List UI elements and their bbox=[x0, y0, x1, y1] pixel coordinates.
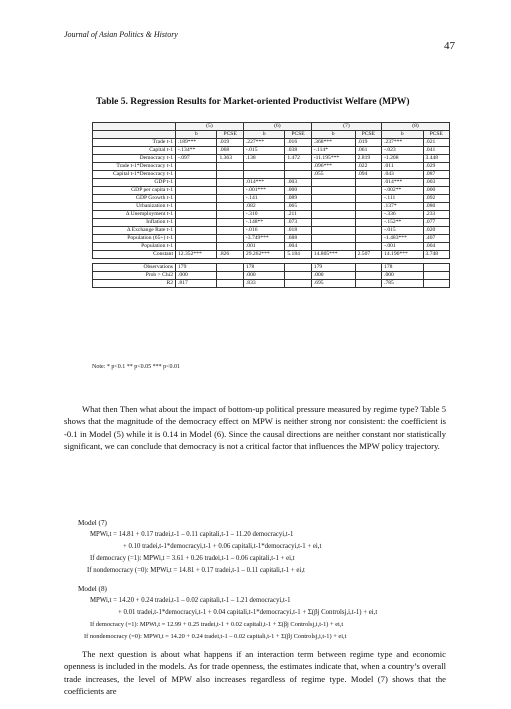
table-cell: 5.184 bbox=[285, 251, 311, 259]
row-label: Population (65+) t-1 bbox=[93, 235, 176, 243]
table-cell: .080 bbox=[423, 203, 450, 211]
table-cell bbox=[243, 171, 284, 179]
table-cell: .019 bbox=[217, 139, 243, 147]
table-cell: -.111 bbox=[382, 195, 423, 203]
stat-empty-cell bbox=[423, 280, 450, 288]
paragraph-interaction-term: The next question is about what happens if an interaction term between regime type and economic openness is included in the models. As for trade openness, the estimates indicate that, when a country’s overall trade increases, the level of MPW also increases regardless of regime type. Model (7) shows that the coefficients are bbox=[64, 649, 446, 697]
table-cell: .000 bbox=[423, 187, 450, 195]
stat-empty-cell bbox=[355, 272, 381, 280]
stat-empty-cell bbox=[217, 264, 243, 272]
table-cell bbox=[217, 211, 243, 219]
table-cell bbox=[176, 163, 217, 171]
row-label: Population t-1 bbox=[93, 243, 176, 251]
table-note: Note: * p<0.1 ** p<0.05 *** p<0.01 bbox=[92, 364, 180, 370]
table-cell: .826 bbox=[217, 251, 243, 259]
table-cell: 1.363 bbox=[217, 155, 243, 163]
table-cell bbox=[355, 243, 381, 251]
table-cell bbox=[176, 227, 217, 235]
table-cell: 14.805*** bbox=[311, 251, 355, 259]
table-cell: .001 bbox=[243, 243, 284, 251]
table-cell bbox=[311, 195, 355, 203]
stat-empty-cell bbox=[285, 272, 311, 280]
table-cell: -.336 bbox=[382, 211, 423, 219]
table-cell: .041 bbox=[423, 147, 450, 155]
table-cell bbox=[311, 203, 355, 211]
table-stat-row bbox=[93, 280, 450, 288]
table-cell bbox=[355, 187, 381, 195]
row-label: Constant bbox=[93, 251, 176, 259]
model-header: (8) bbox=[382, 123, 450, 131]
table-cell: -.152** bbox=[382, 219, 423, 227]
table-cell: .020 bbox=[423, 227, 450, 235]
model8-equation-nondemocracy: If nondemocracy (=0): MPWi,t = 14.20 + 0.24 tradei,t-1 – 0.02 capitali,t-1 + Σ(βj Controlsj,i,t-1) + ei,t bbox=[84, 633, 347, 640]
table-cell: .227*** bbox=[243, 139, 284, 147]
stat-empty-cell bbox=[423, 264, 450, 272]
stat-value: 179 bbox=[176, 264, 217, 272]
stat-empty-cell bbox=[355, 264, 381, 272]
table-cell: .189*** bbox=[176, 139, 217, 147]
row-label: GDP Growth t-1 bbox=[93, 195, 176, 203]
table-cell bbox=[355, 203, 381, 211]
table-model-header-row bbox=[93, 123, 450, 131]
table-cell bbox=[217, 203, 243, 211]
table-cell: -.015 bbox=[382, 227, 423, 235]
table-row bbox=[93, 147, 450, 155]
table-row bbox=[93, 243, 450, 251]
table-row bbox=[93, 139, 450, 147]
table-row bbox=[93, 235, 450, 243]
row-label: Democracy t-1 bbox=[93, 155, 176, 163]
model8-equation-1: MPWi,t = 14.20 + 0.24 tradei,t-1 – 0.02 capitali,t-1 – 1.21 democracyi,t-1 bbox=[90, 597, 291, 604]
stat-empty-cell bbox=[285, 280, 311, 288]
row-label: GDP t-1 bbox=[93, 179, 176, 187]
row-label: Capital t-1*Democracy t-1 bbox=[93, 171, 176, 179]
model-header: (7) bbox=[311, 123, 381, 131]
table-stat-row bbox=[93, 264, 450, 272]
table-cell bbox=[355, 195, 381, 203]
table-corner-cell bbox=[93, 123, 176, 131]
table-row bbox=[93, 203, 450, 211]
table-row bbox=[93, 227, 450, 235]
table-cell: .068 bbox=[217, 147, 243, 155]
table-cell: 2.819 bbox=[355, 155, 381, 163]
model7-equation-1: MPWi,t = 14.81 + 0.17 tradei,t-1 – 0.11 capitali,t-1 – 11.20 democracyi,t-1 bbox=[90, 531, 294, 538]
table-cell: -.016 bbox=[243, 227, 284, 235]
table-cell bbox=[311, 227, 355, 235]
table-cell bbox=[217, 187, 243, 195]
table-cell bbox=[176, 243, 217, 251]
column-subheader: PCSE bbox=[285, 131, 311, 139]
table-cell: -.097 bbox=[176, 155, 217, 163]
model7-label: Model (7) bbox=[78, 519, 107, 527]
table-cell bbox=[217, 235, 243, 243]
table-cell: .016 bbox=[285, 139, 311, 147]
table-cell bbox=[355, 219, 381, 227]
table-cell bbox=[217, 195, 243, 203]
table-cell: 2.507 bbox=[355, 251, 381, 259]
stat-label: Prob > Chi2 bbox=[93, 272, 176, 280]
table-cell bbox=[285, 163, 311, 171]
table-cell bbox=[176, 203, 217, 211]
table-cell: -.023 bbox=[382, 147, 423, 155]
row-label: Urbanization t-1 bbox=[93, 203, 176, 211]
stat-value: 179 bbox=[311, 264, 355, 272]
stat-empty-cell bbox=[217, 280, 243, 288]
table-cell bbox=[355, 179, 381, 187]
table-cell bbox=[217, 171, 243, 179]
table-cell: .019 bbox=[355, 139, 381, 147]
table-cell bbox=[355, 235, 381, 243]
table-cell: .043 bbox=[382, 171, 423, 179]
table-subheader-row bbox=[93, 131, 450, 139]
stat-value: .000 bbox=[382, 272, 423, 280]
table-cell bbox=[176, 179, 217, 187]
table-cell: .038 bbox=[285, 147, 311, 155]
table-cell: .004 bbox=[423, 243, 450, 251]
stat-empty-cell bbox=[285, 264, 311, 272]
stat-value: .000 bbox=[311, 272, 355, 280]
table-cell: .138 bbox=[243, 155, 284, 163]
stat-label: R2 bbox=[93, 280, 176, 288]
row-label: Trade t-1*Democracy t-1 bbox=[93, 163, 176, 171]
table-cell: 14.196*** bbox=[382, 251, 423, 259]
table-cell bbox=[217, 179, 243, 187]
table-cell: .087 bbox=[423, 171, 450, 179]
row-label: Trade t-1 bbox=[93, 139, 176, 147]
table-row bbox=[93, 155, 450, 163]
table-cell: -11.195*** bbox=[311, 155, 355, 163]
row-label: GDP per capita t-1 bbox=[93, 187, 176, 195]
model8-equation-2: + 0.01 tradei,t-1*democracyi,t-1 + 0.04 capitali,t-1*democracyi,t-1 + Σ(βj Controlsj,i,t-1) + ei,t bbox=[118, 609, 378, 616]
table-cell: .073 bbox=[285, 219, 311, 227]
column-subheader: PCSE bbox=[355, 131, 381, 139]
table-cell: -.148** bbox=[243, 219, 284, 227]
table-caption: Table 5. Regression Results for Market-oriented Productivist Welfare (MPW) bbox=[96, 97, 410, 107]
table-cell bbox=[217, 243, 243, 251]
table-row bbox=[93, 163, 450, 171]
table-row bbox=[93, 171, 450, 179]
table-cell: -.002** bbox=[382, 187, 423, 195]
table-cell bbox=[243, 163, 284, 171]
column-subheader: b bbox=[243, 131, 284, 139]
model-header: (5) bbox=[176, 123, 244, 131]
stat-value: .000 bbox=[176, 272, 217, 280]
journal-title: Journal of Asian Politics & History bbox=[64, 30, 178, 39]
table-row bbox=[93, 219, 450, 227]
table-cell: .096*** bbox=[311, 163, 355, 171]
table-corner-cell bbox=[93, 131, 176, 139]
stat-value: .785 bbox=[382, 280, 423, 288]
page-number: 47 bbox=[444, 40, 455, 52]
paragraph-regime-type: What then Then what about the impact of bottom-up political pressure measured by regime type? Table 5 shows that the magnitude of the democracy effect on MPW is neither strong nor consistent: the coefficient is -0.1 in Model (5) while it is 0.14 in Model (6). Since the causal directions are neither constant nor statistically significant, we can conclude that democracy is not a critical factor that influences the MPW policy trajectory. bbox=[64, 404, 446, 452]
table-cell: .092 bbox=[423, 195, 450, 203]
table-cell: .368*** bbox=[311, 139, 355, 147]
table-cell: .000 bbox=[285, 187, 311, 195]
table-cell: .089 bbox=[285, 195, 311, 203]
table-cell: .055 bbox=[311, 171, 355, 179]
column-subheader: b bbox=[176, 131, 217, 139]
table-cell bbox=[176, 211, 217, 219]
model7-equation-2: + 0.10 tradei,t-1*democracyi,t-1 + 0.06 capitali,t-1*democracyi,t-1 + ei,t bbox=[123, 543, 322, 550]
table-cell: .003 bbox=[423, 179, 450, 187]
table-cell: .065 bbox=[285, 203, 311, 211]
model-header: (6) bbox=[243, 123, 311, 131]
table-cell: .094 bbox=[355, 171, 381, 179]
table-cell bbox=[176, 187, 217, 195]
table-cell: .211 bbox=[285, 211, 311, 219]
table-cell bbox=[311, 187, 355, 195]
table-cell: 29.262*** bbox=[243, 251, 284, 259]
table-cell bbox=[217, 219, 243, 227]
table-cell: .233 bbox=[423, 211, 450, 219]
table-cell: .003 bbox=[285, 179, 311, 187]
table-cell: .011 bbox=[382, 163, 423, 171]
table-cell: .061 bbox=[355, 147, 381, 155]
stat-value: 178 bbox=[243, 264, 284, 272]
stat-empty-cell bbox=[423, 272, 450, 280]
table-cell bbox=[311, 243, 355, 251]
table-cell: -.134** bbox=[176, 147, 217, 155]
model8-label: Model (8) bbox=[78, 585, 107, 593]
table-cell bbox=[311, 211, 355, 219]
row-label: Δ Exchange Rate t-1 bbox=[93, 227, 176, 235]
table-cell: .237*** bbox=[382, 139, 423, 147]
table-cell: .688 bbox=[285, 235, 311, 243]
table-cell: .137* bbox=[382, 203, 423, 211]
model7-equation-democracy: If democracy (=1): MPWi,t = 3.61 + 0.26 tradei,t-1 – 0.06 capitali,t-1 + ei,t bbox=[90, 555, 295, 562]
stat-value: 178 bbox=[382, 264, 423, 272]
column-subheader: b bbox=[382, 131, 423, 139]
table-cell: -.141 bbox=[243, 195, 284, 203]
stat-value: .695 bbox=[311, 280, 355, 288]
stat-value: .817 bbox=[176, 280, 217, 288]
stat-value: .833 bbox=[243, 280, 284, 288]
table-cell: 3.748 bbox=[423, 251, 450, 259]
table-stat-row bbox=[93, 272, 450, 280]
table-cell: 12.352*** bbox=[176, 251, 217, 259]
table-cell bbox=[217, 163, 243, 171]
table-cell: 1.472 bbox=[285, 155, 311, 163]
table-cell bbox=[176, 195, 217, 203]
table-cell: 3.448 bbox=[423, 155, 450, 163]
stat-empty-cell bbox=[217, 272, 243, 280]
table-cell bbox=[311, 235, 355, 243]
model8-equation-democracy: If democracy (=1): MPWi,t = 12.99 + 0.25 tradei,t-1 + 0.02 capitali,t-1 + Σ(βj Controlsj,i,t-1) + ei,t bbox=[90, 621, 344, 628]
table-cell: -1.208 bbox=[382, 155, 423, 163]
table-cell: -.114* bbox=[311, 147, 355, 155]
regression-table bbox=[92, 122, 450, 288]
row-label: Capital t-1 bbox=[93, 147, 176, 155]
column-subheader: b bbox=[311, 131, 355, 139]
table-cell bbox=[355, 211, 381, 219]
row-label: Δ Unemployment t-1 bbox=[93, 211, 176, 219]
table-row bbox=[93, 179, 450, 187]
table-cell bbox=[311, 179, 355, 187]
table-cell: .021 bbox=[423, 139, 450, 147]
table-cell: .077 bbox=[423, 219, 450, 227]
table-cell: .022 bbox=[355, 163, 381, 171]
table-row bbox=[93, 251, 450, 259]
stat-empty-cell bbox=[355, 280, 381, 288]
column-subheader: PCSE bbox=[217, 131, 243, 139]
table-cell: -.001*** bbox=[243, 187, 284, 195]
table-cell: -3.749*** bbox=[243, 235, 284, 243]
model7-equation-nondemocracy: If nondemocracy (=0): MPWi,t = 14.81 + 0.17 tradei,t-1 – 0.11 capitali,t-1 + ei,t bbox=[87, 567, 305, 574]
table-row bbox=[93, 211, 450, 219]
table-cell: .004 bbox=[285, 243, 311, 251]
table-cell bbox=[176, 235, 217, 243]
table-cell bbox=[217, 227, 243, 235]
table-cell: -1.483*** bbox=[382, 235, 423, 243]
table-cell bbox=[311, 219, 355, 227]
table-cell: .082 bbox=[243, 203, 284, 211]
table-row bbox=[93, 187, 450, 195]
table-cell: .029 bbox=[423, 163, 450, 171]
stat-label: Observations bbox=[93, 264, 176, 272]
stat-value: .000 bbox=[243, 272, 284, 280]
column-subheader: PCSE bbox=[423, 131, 450, 139]
table-cell: .407 bbox=[423, 235, 450, 243]
table-cell: -.310 bbox=[243, 211, 284, 219]
table-cell: -.001 bbox=[382, 243, 423, 251]
table-cell: -.015 bbox=[243, 147, 284, 155]
table-cell: .018 bbox=[285, 227, 311, 235]
table-cell: .014*** bbox=[382, 179, 423, 187]
row-label: Inflation t-1 bbox=[93, 219, 176, 227]
table-cell: .014*** bbox=[243, 179, 284, 187]
table-row bbox=[93, 195, 450, 203]
table-cell bbox=[176, 171, 217, 179]
table-cell bbox=[176, 219, 217, 227]
table-cell bbox=[355, 227, 381, 235]
table-cell bbox=[285, 171, 311, 179]
